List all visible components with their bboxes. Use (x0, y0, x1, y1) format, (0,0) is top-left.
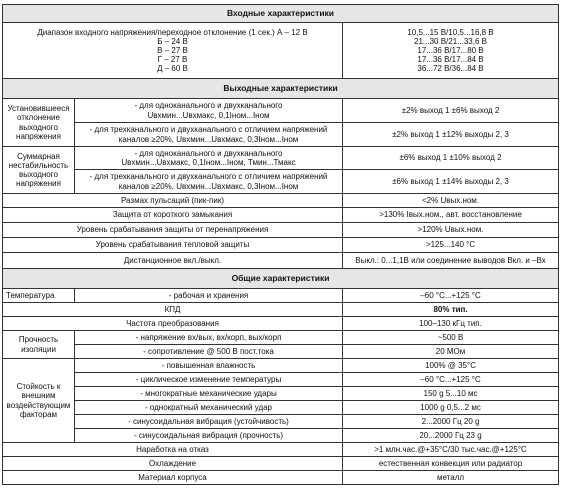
remote-row (3, 253, 559, 269)
eff-row (3, 303, 559, 317)
freq-row (3, 317, 559, 331)
case-val: металл (343, 471, 559, 485)
total-cond-1: - для одноканального и двухканального Uвхмин...Uвхмакс, 0,1Iном...Iном, Тмин...Тмакс (75, 147, 343, 170)
iso-val-2: 20 МОм (343, 345, 559, 359)
input-range-row (3, 23, 559, 79)
env-cond: - синусоидальная вибрация (прочность) (75, 429, 343, 443)
steady-cond-2: - для трехканального и двухканального с отличием напряжений каналов ≥20%, Uвхмин...Uвхмакс, 0,3Iном...Iном (75, 123, 343, 147)
temp-label: Температура (3, 289, 75, 303)
remote-label: Дистанционное вкл./выкл. (3, 253, 343, 269)
total-row-2 (3, 170, 559, 194)
steady-val-2: ±2% выход 1 ±12% выходы 2, 3 (343, 123, 559, 147)
freq-label: Частота преобразования (3, 317, 343, 331)
ovp-val: >120% Uвых.ном. (343, 223, 559, 238)
general-header-row (3, 269, 559, 289)
total-val-1: ±6% выход 1 ±10% выход 2 (343, 147, 559, 170)
input-header-row (3, 5, 559, 23)
env-label: Стойкость к внешним воздействующим факторам (3, 359, 75, 443)
temp-row (3, 289, 559, 303)
mtbf-row (3, 443, 559, 457)
total-val-2: ±6% выход 1 ±14% выходы 2, 3 (343, 170, 559, 194)
steady-row-2 (3, 123, 559, 147)
ovp-row (3, 223, 559, 238)
temp-cond: - рабочая и хранения (75, 289, 343, 303)
iso-label: Прочность изоляции (3, 331, 75, 359)
remote-val: Выкл.: 0...1,1В или соединение выводов Вкл. и –Вх (343, 253, 559, 269)
input-range-values: 10,5...15 В/10,5...16,8 В 21...30 В/21...33,6 В 17...36 В/17...80 В 17...36 В/17...84 В 36...72 В/36...84 В (343, 23, 559, 79)
iso-cond-1: - напряжение вх/вых, вх/корп, вых/корп (75, 331, 343, 345)
mtbf-val: >1 млн.час.@+35°C/30 тыс.час.@+125°C (343, 443, 559, 457)
steady-val-1: ±2% выход 1 ±6% выход 2 (343, 99, 559, 123)
output-header-row (3, 79, 559, 99)
cool-row (3, 457, 559, 471)
ripple-row (3, 194, 559, 208)
total-label: Суммарная нестабильность выходного напряжения (3, 147, 75, 194)
mtbf-label: Наработка на отказ (3, 443, 343, 457)
env-cond: - циклическое изменение температуры (75, 373, 343, 387)
freq-val: 100–130 кГц тип. (343, 317, 559, 331)
temp-val: –60 °C...+125 °C (343, 289, 559, 303)
env-row (3, 415, 559, 429)
total-row-1 (3, 147, 559, 170)
iso-row-2 (3, 345, 559, 359)
ripple-val: <2% Uвых.ном. (343, 194, 559, 208)
cool-label: Охлаждение (3, 457, 343, 471)
env-val: 20...2000 Гц 23 g (343, 429, 559, 443)
input-section-title: Входные характеристики (3, 5, 559, 23)
ovp-label: Уровень срабатывания защиты от перенапряжения (3, 223, 343, 238)
env-val: 100% @ 35°C (343, 359, 559, 373)
env-cond: - многократные механические удары (75, 387, 343, 401)
steady-cond-1: - для одноканального и двухканального Uвхмин...Uвхмакс, 0,1Iном...Iном (75, 99, 343, 123)
env-row (3, 429, 559, 443)
env-cond: - однократный механический удар (75, 401, 343, 415)
total-cond-2: - для трехканального и двухканального с отличием напряжений каналов ≥20%, Uвхмин...Uвхмакс, 0,3Iном...Iном (75, 170, 343, 194)
eff-val: 80% тип. (343, 303, 559, 317)
env-val: 150 g 5...10 мс (343, 387, 559, 401)
case-label: Материал корпуса (3, 471, 343, 485)
input-range-label: Диапазон входного напряжения/переходное отклонение (1 сек.) А – 12 В Б – 24 В В – 27 В Г – 27 В Д – 60 В (3, 23, 343, 79)
iso-row-1 (3, 331, 559, 345)
env-cond: - повышенная влажность (75, 359, 343, 373)
spec-table (2, 4, 559, 485)
thermal-label: Уровень срабатывания тепловой защиты (3, 238, 343, 253)
thermal-row (3, 238, 559, 253)
iso-val-1: ~500 В (343, 331, 559, 345)
env-val: –60 °C...+125 °C (343, 373, 559, 387)
steady-row-1 (3, 99, 559, 123)
env-val: 2...2000 Гц 20 g (343, 415, 559, 429)
general-section-title: Общие характеристики (3, 269, 559, 289)
case-row (3, 471, 559, 485)
env-row (3, 359, 559, 373)
iso-cond-2: - сопротивление @ 500 В пост.тока (75, 345, 343, 359)
steady-label: Установившееся отклонение выходного напряжения (3, 99, 75, 147)
short-val: >130% Iвых.ном., авт. восстановление (343, 208, 559, 223)
ripple-label: Размах пульсаций (пик-пик) (3, 194, 343, 208)
env-row (3, 401, 559, 415)
env-row (3, 387, 559, 401)
output-section-title: Выходные характеристики (3, 79, 559, 99)
short-row (3, 208, 559, 223)
short-label: Защита от короткого замыкания (3, 208, 343, 223)
eff-label: КПД (3, 303, 343, 317)
thermal-val: >125...140 °C (343, 238, 559, 253)
env-row (3, 373, 559, 387)
cool-val: естественная конвекция или радиатор (343, 457, 559, 471)
env-val: 1000 g 0,5...2 мс (343, 401, 559, 415)
env-cond: - синусоидальная вибрация (устойчивость) (75, 415, 343, 429)
